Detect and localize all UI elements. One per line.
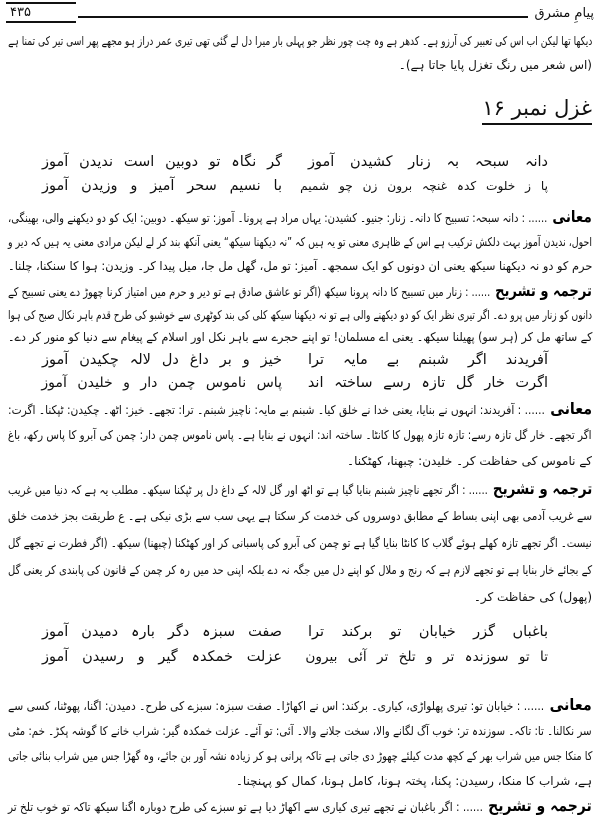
translation-label: ترجمہ و تشریح (495, 281, 592, 300)
couplet-first-hemistich: تا تو سوزندہ تر و تلخ تر آئی بیرون (305, 649, 548, 665)
translation-line: نیست۔ اگر تجھے تازہ کھلے ہوئے گلاب کا کانٹا بنایا گیا ہے تو چمن کی آبرو کی پاسبانی کر اور کھٹکنا (چبھنا) سیکھ۔ (اگر فطرت نے تجھے گل (8, 536, 592, 550)
translation-line: ترجمہ و تشریح...... : اگر تجھے ناچیز شبنم بنایا گیا ہے تو اٹھ اور گل لالہ کے داغ دل پر ٹپکنا سیکھ۔ مطلب یہ ہے کہ دنیا میں غریب (7, 479, 592, 498)
meanings-line: کا منکا جس میں شراب بھر کے کچھ مدت کیلئے چھوڑ دی جاتی ہے تاکہ پرانی ہو کر زیادہ نشہ آور بن جائے، وہ گھڑا جس میں شراب بنائی جاتی (7, 749, 592, 763)
translation-line: کے ساتھ مل کر (ہر سو) پھیلنا سیکھ۔ یعنی اے مسلمان! تو اپنے حجرے سے باہر نکل اور اسلام کے پیغام سے دنیا کو منور کر دے۔ (7, 330, 592, 344)
couplet-second-hemistich: خیز و بر داغ دل لالہ چکیدن آموز (42, 352, 282, 368)
meanings-line: سر نکالنا۔ تا: تاکہ۔ سوزندہ تر: خوب آگ لگانے والا، سخت جلانے والا۔ آئی: تو آئے۔ عزلت خمکدہ گیر: شراب خانے کا گوشہ پکڑ۔ خم: مٹی (8, 724, 592, 738)
text-line: دیکھا تھا لیکن اب اس کی تعبیر کی آرزو ہے۔ کدھر ہے وہ چت چور نظر جو پہلی بار میرا دل لے گئی تھی تیری عمر دراز ہو مجھے پھر اسی تیر کی تمنا ہے (7, 34, 592, 48)
meanings-line: کے ناموس کی حفاظت کر۔ خلیدن: چبھنا، کھٹکنا۔ (347, 454, 592, 468)
meanings-label: معانی (552, 207, 592, 226)
meanings-line: اگر تجھے۔ خار گل تازہ رسے: تازہ تازہ پھول کا کانٹا۔ ساختہ اند: انہوں نے بنایا ہے۔ پاس ناموس چمن دار: چمن کی آبرو کا پاس رکھ، باغ (8, 428, 592, 442)
translation-line: کے بجائے خار بنایا ہے تو تجھے لازم ہے کہ رنج و ملال کو اپنے دل میں جگہ نہ دے بلکہ اپنی حد میں رہ کر چمن کے قانون کی پابندی کر یعنی گل (7, 563, 592, 577)
couplet-second-hemistich: عزلت خمکدہ گیر و رسیدن آموز (42, 649, 282, 665)
translation-line: دانوں کو زنار میں پرو دے۔ اگر تیری نظر ایک کو دو دیکھنے والی ہے تو نہ دیکھنا سیکھ کلی کی بند کوٹھری سے خوشبو کی طرح قدم باہر نکال صبح کی ہوا (7, 308, 592, 322)
couplet-first-hemistich: باغباں گزر خیابان تو برکند ترا (308, 624, 548, 640)
couplet-first-hemistich: دانہ سبحہ بہ زنار کشیدن آموز (308, 154, 548, 170)
translation-line: ترجمہ و تشریح...... : زنار میں تسبیح کا دانہ پرونا سیکھ (اگر تو عاشق صادق ہے تو دیر و حرم میں امتیاز کرنا چھوڑ دے یعنی تسبیح کے (8, 281, 592, 300)
couplet-first-hemistich: پا ز خلوت کدہ غنچہ برون زن چو شمیم (300, 179, 548, 193)
text-line: (اس شعر میں رنگ تغزل پایا جاتا ہے)۔ (398, 58, 592, 72)
meanings-line: معانی...... : خیابان تو: تیری پھلواڑی، کیاری۔ برکند: اس نے اکھاڑا۔ صفت سبزہ: سبزے کی طرح۔ دمیدن: اگنا، پھوٹنا، کسی سے (8, 695, 592, 714)
meanings-line: معانی...... : دانہ سبحہ: تسبیح کا دانہ۔ زنار: جنیو۔ کشیدن: یہاں مراد ہے پرونا۔ آموز: تو سیکھ۔ دوبین: ایک کو دو دیکھنے والی، بھینگی، (8, 207, 592, 226)
book-title: پیامِ مشرق (534, 6, 594, 21)
meanings-line: معانی...... : آفریدند: انہوں نے بنایا، یعنی خدا نے خلق کیا۔ شبنم بے مایہ: ناچیز شبنم۔ ترا: تجھے۔ خیز: اٹھ۔ چکیدن: ٹپکنا۔ اگرت: (7, 399, 592, 418)
translation-line: ترجمہ و تشریح...... : اگر باغبان نے تجھے تیری کیاری سے اکھاڑ دیا ہے تو سبزے کی طرح دوبارہ اگنا سیکھ تاکہ تو خوب تلخ تر (8, 796, 592, 815)
meanings-line: حرم کو دو نہ دیکھنا سیکھ یعنی ان دونوں کو ایک سمجھ۔ آمیز: تو مل، گھل مل جا، میل پیدا کر۔ وزیدن: ہوا کا سنکنا، چلنا۔ (7, 259, 592, 273)
translation-line: سے غریب آدمی بھی اپنی بساط کے مطابق دوسروں کی خدمت کر سکتا ہے یہی سب سے بڑی نیکی ہے۔ ع طریقت بجز خدمت خلق (7, 509, 592, 523)
translation-label: ترجمہ و تشریح (488, 796, 592, 815)
header-rule (78, 16, 528, 18)
couplet-second-hemistich: با نسیم سحر آمیز و وزیدن آموز (42, 178, 282, 194)
ghazal-title: غزل نمبر ۱۶ (482, 96, 592, 125)
page-number: ۴۳۵ (6, 2, 76, 23)
couplet-second-hemistich: صفت سبزہ دگر بارہ دمیدن آموز (42, 624, 282, 640)
couplet-second-hemistich: پاس ناموس چمن دار و خلیدن آموز (41, 375, 282, 391)
meanings-label: معانی (550, 399, 592, 418)
couplet-first-hemistich: اگرت خار گل تازہ رسے ساختہ اند (307, 375, 548, 391)
meanings-label: معانی (549, 695, 592, 714)
translation-label: ترجمہ و تشریح (492, 479, 592, 498)
meanings-line: احول، ندیدن آموز بہت دلکش ترکیب ہے اس کے ظاہری معنی تو یہ ہیں کہ ”نہ دیکھنا سیکھ“ یعنی آنکھ بند کر لے لیکن مرادی معنی یہ ہیں کہ دیر و (7, 235, 592, 249)
couplet-second-hemistich: گر نگاہ تو دوبین است ندیدن آموز (42, 154, 282, 170)
meanings-line: ہے، شراب کا منکا، رسیدن: پکنا، پختہ ہونا، کامل ہونا، کمال کو پہنچنا۔ (235, 774, 592, 788)
couplet-first-hemistich: آفریدند اگر شبنم بے مایہ ترا (308, 352, 548, 368)
translation-line: (پھول) کی حفاظت کر۔ (473, 590, 592, 604)
